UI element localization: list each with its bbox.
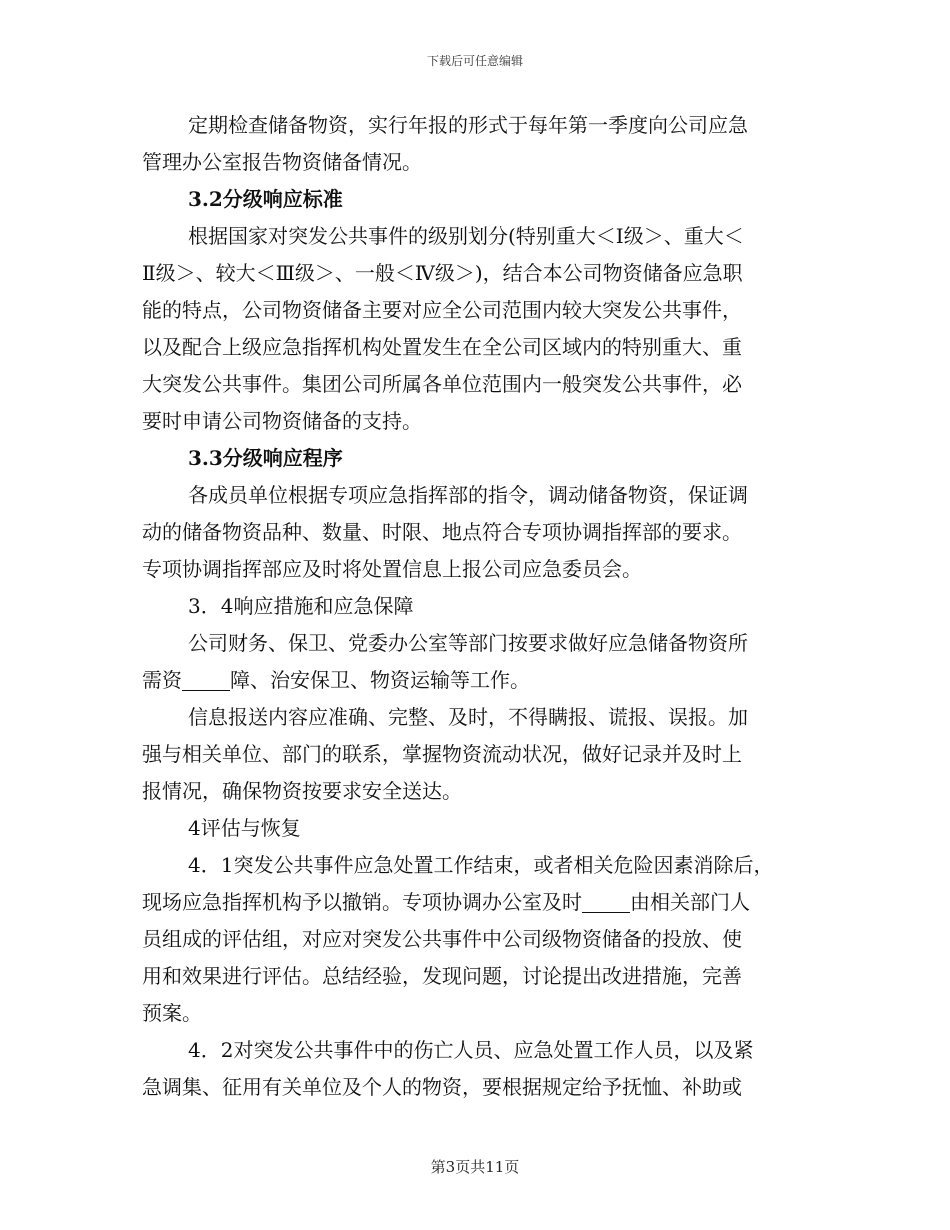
paragraph-line: 能的特点，公司物资储备主要对应全公司范围内较大突发公共事件， (142, 298, 742, 322)
paragraph-line: 管理办公室报告物资储备情况。 (142, 150, 422, 174)
paragraph-line: 要时申请公司物资储备的支持。 (142, 409, 422, 433)
paragraph-line: Ⅱ级＞、较大＜Ⅲ级＞、一般＜Ⅳ级＞)，结合本公司物资储备应急职 (142, 261, 743, 285)
section-heading-4: 4评估与恢复 (188, 816, 301, 840)
line-text-before-blank: 需资 (142, 668, 182, 692)
section-heading-3-4: 3．4响应措施和应急保障 (188, 594, 414, 618)
section-heading-3-2: 3.2分级响应标准 (188, 187, 343, 211)
paragraph-line: 信息报送内容应准确、完整、及时，不得瞒报、谎报、误报。加 (188, 705, 748, 729)
paragraph-line: 急调集、征用有关单位及个人的物资，要根据规定给予抚恤、补助或 (142, 1075, 742, 1099)
paragraph-line: 根据国家对突发公共事件的级别划分(特别重大＜Ⅰ级＞、重大＜ (188, 224, 744, 248)
paragraph-line: 员组成的评估组，对应对突发公共事件中公司级物资储备的投放、使 (142, 927, 742, 951)
page-footer: 第3页共11页 (430, 1158, 520, 1176)
paragraph-line: 4．2对突发公共事件中的伤亡人员、应急处置工作人员，以及紧 (188, 1038, 754, 1062)
paragraph-line: 大突发公共事件。集团公司所属各单位范围内一般突发公共事件，必 (142, 372, 742, 396)
paragraph-line: 4．1突发公共事件应急处置工作结束，或者相关危险因素消除后， (188, 853, 774, 877)
fill-blank (182, 670, 230, 691)
line-text-after-blank: 障、治安保卫、物资运输等工作。 (230, 668, 530, 692)
paragraph-line: 强与相关单位、部门的联系，掌握物资流动状况，做好记录并及时上 (142, 742, 742, 766)
paragraph-line: 预案。 (142, 1001, 202, 1025)
paragraph-line: 以及配合上级应急指挥机构处置发生在全公司区域内的特别重大、重 (142, 335, 742, 359)
line-text-before-blank: 现场应急指挥机构予以撤销。专项协调办公室及时 (142, 890, 582, 914)
paragraph-line: 报情况，确保物资按要求安全送达。 (142, 779, 462, 803)
paragraph-line: 公司财务、保卫、党委办公室等部门按要求做好应急储备物资所 (188, 631, 748, 655)
paragraph-line: 动的储备物资品种、数量、时限、地点符合专项协调指挥部的要求。 (142, 520, 742, 544)
page-header: 下载后可任意编辑 (426, 54, 523, 68)
fill-blank (582, 892, 630, 913)
line-text-after-blank: 由相关部门人 (630, 890, 750, 914)
paragraph-line: 专项协调指挥部应及时将处置信息上报公司应急委员会。 (142, 557, 642, 581)
paragraph-line-with-blank (142, 663, 530, 697)
paragraph-line-with-blank (142, 885, 750, 919)
paragraph-line: 用和效果进行评估。总结经验，发现问题，讨论提出改进措施，完善 (142, 964, 742, 988)
paragraph-line: 各成员单位根据专项应急指挥部的指令，调动储备物资，保证调 (188, 483, 748, 507)
section-heading-3-3: 3.3分级响应程序 (188, 446, 343, 470)
paragraph-line: 定期检查储备物资，实行年报的形式于每年第一季度向公司应急 (188, 113, 748, 137)
